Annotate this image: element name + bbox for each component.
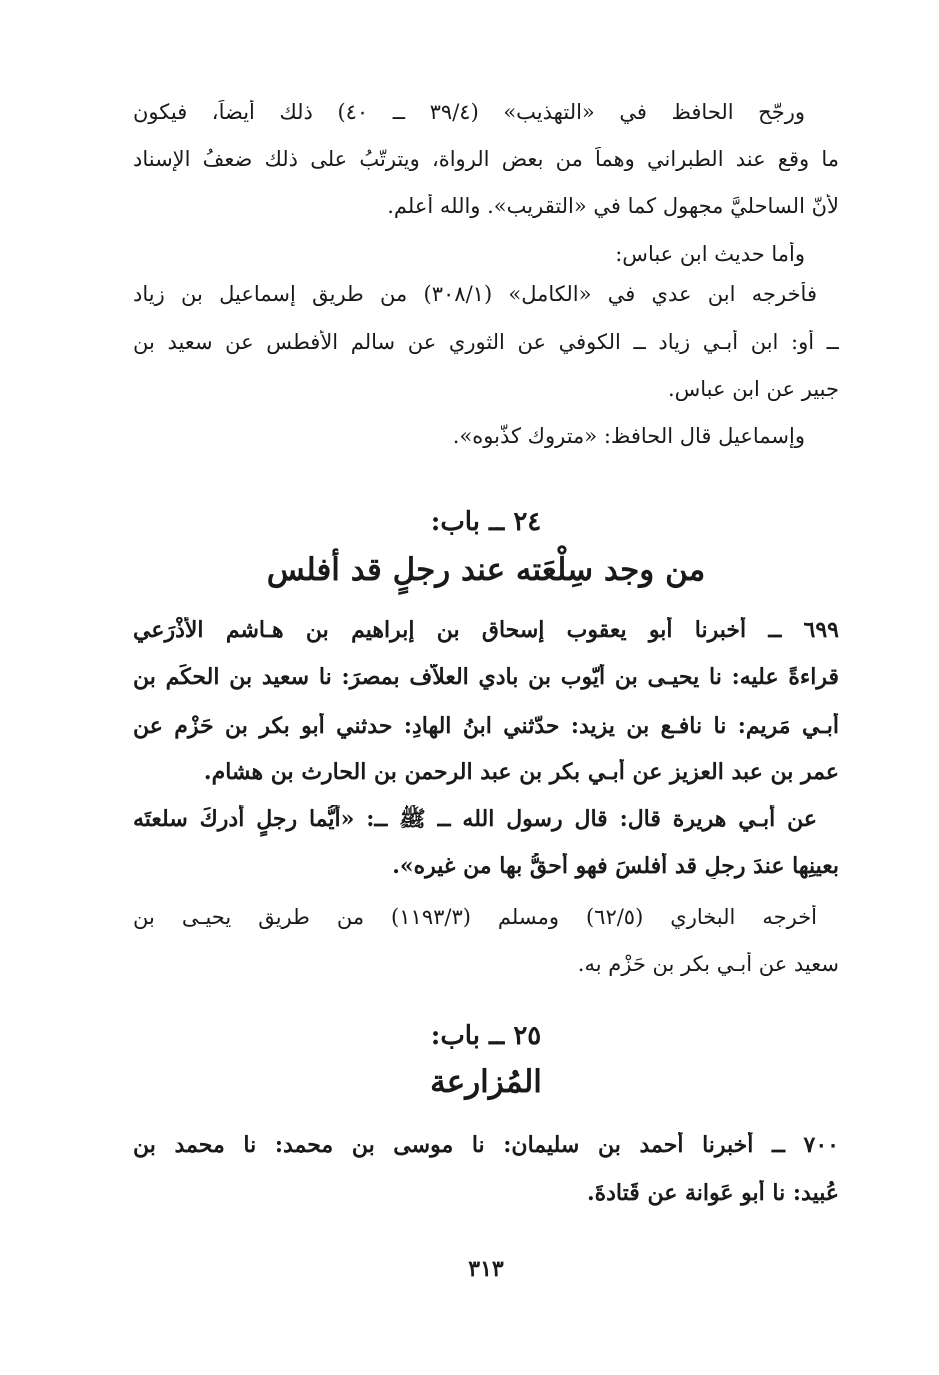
commentary-line: ــ أو: ابن أبـي زياد ــ الكوفي عن الثوري عن سالم الأفطس عن سعيد بن	[133, 330, 839, 354]
hadith-line: قراءةً عليه: نا يحيـى بن أَيّوب بن بادي العلاّف بمصرَ: نا سعيد بن الحكَم بن	[133, 664, 839, 690]
hadith-line: بعينِها عندَ رجلٍ قد أفلسَ فهو أحقُّ بها من غيره».	[392, 853, 839, 879]
chapter-24-label: ٢٤ ــ باب:	[430, 507, 542, 537]
hadith-line: أبـي مَريم: نا نافـع بن يزيد: حدّثني ابنُ الهادِ: حدثني أبو بكر بن حَزْمٍ عن	[133, 713, 839, 739]
takhrij-line: أخرجه البخاري (٦٢/٥) ومسلم (١١٩٣/٣) من طريق يحيـى بن	[133, 905, 818, 929]
chapter-25-title: المُزارعة	[430, 1064, 542, 1100]
hadith-line: ٧٠٠ ــ أخبرنا أحمد بن سليمان: نا موسى بن محمد: نا محمد بن	[133, 1132, 839, 1158]
hadith-line: عن أبـي هريرة قال: قال رسول الله ــ ﷺ ــ: «أيُّما رجلٍ أدركَ سلعتَه	[133, 806, 817, 832]
commentary-line: وأما حديث ابن عباس:	[615, 242, 805, 266]
commentary-line: وإسماعيل قال الحافظ: «متروك كذَّبوه».	[452, 424, 805, 448]
commentary-line: جبير عن ابن عباس.	[667, 377, 839, 401]
commentary-line: ما وقع عند الطبراني وهماً من بعض الرواة، ويترتّبُ على ذلك ضعفُ الإسناد	[133, 147, 839, 171]
commentary-line: لأنّ الساحليَّ مجهول كما في «التقريب». والله أعلم.	[387, 194, 839, 218]
page-number: ٣١٣	[468, 1256, 504, 1282]
chapter-24-title: من وجد سِلْعَته عند رجلٍ قد أفلس	[266, 552, 706, 588]
hadith-line: عمر بن عبد العزيز عن أبـي بكر بن عبد الرحمن بن الحارث بن هشام.	[203, 759, 839, 785]
takhrij-line: سعيد عن أبـي بكر بن حَزْم به.	[577, 952, 839, 976]
commentary-line: فأخرجه ابن عدي في «الكامل» (٣٠٨/١) من طريق إسماعيل بن زياد	[133, 282, 817, 306]
hadith-line: عُبيد: نا أبو عَوانة عن قَتادةَ.	[586, 1180, 839, 1206]
commentary-line: ورجّح الحافظ في «التهذيب» (٣٩/٤ ــ ٤٠) ذلك أيضاً، فيكون	[133, 100, 805, 124]
chapter-25-label: ٢٥ ــ باب:	[430, 1021, 542, 1051]
hadith-line: ٦٩٩ ــ أخبرنا أبو يعقوب إسحاق بن إبراهيم بن هـاشم الأَذْرَعي	[133, 617, 839, 643]
